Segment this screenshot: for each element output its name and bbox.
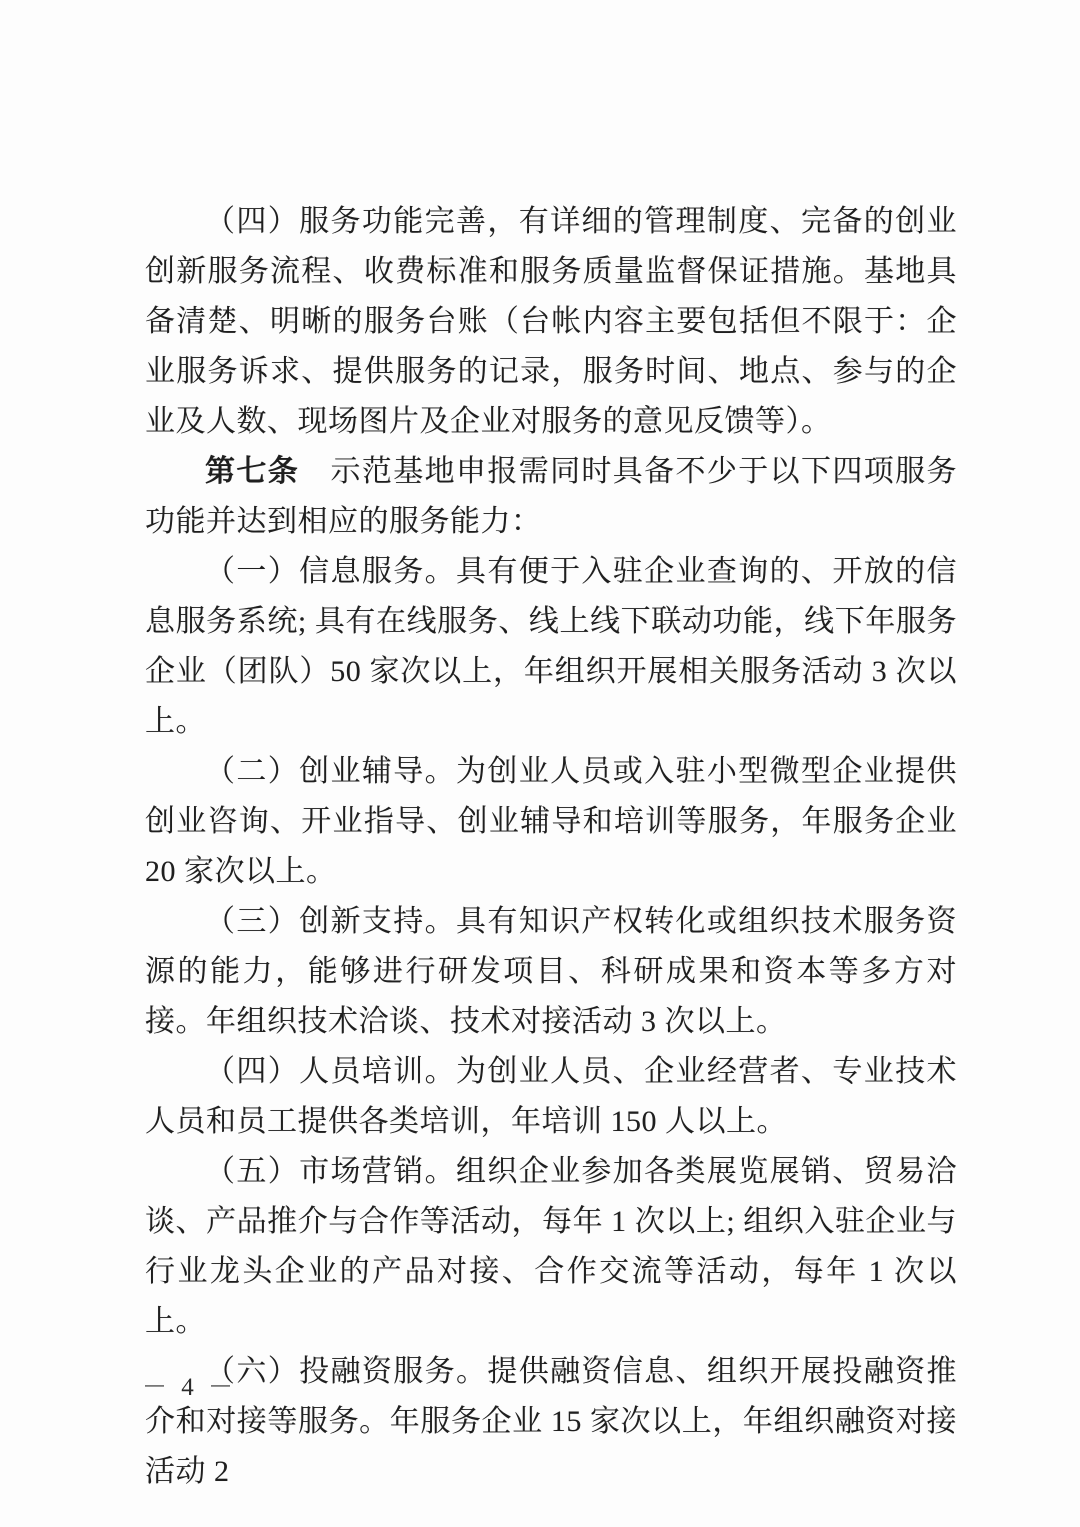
paragraph-article-7 bbox=[145, 447, 957, 547]
paragraph-clause-5-marketing: （五）市场营销。组织企业参加各类展览展销、贸易洽谈、产品推介与合作等活动，每年 1 次以上; 组织入驻企业与行业龙头企业的产品对接、合作交流等活动，每年 1 次以上。 bbox=[145, 1155, 957, 1338]
page-number: － 4 － bbox=[142, 1374, 238, 1401]
paragraph-clause-3-innovation-support: （三）创新支持。具有知识产权转化或组织技术服务资源的能力，能够进行研发项目、科研成果和资本等多方对接。年组织技术洽谈、技术对接活动 3 次以上。 bbox=[145, 905, 957, 1038]
paragraph-clause-2-startup-coaching: （二）创业辅导。为创业人员或入驻小型微型企业提供创业咨询、开业指导、创业辅导和培训等服务，年服务企业 20 家次以上。 bbox=[145, 755, 957, 888]
paragraph-clause-1-information-service: （一）信息服务。具有便于入驻企业查询的、开放的信息服务系统; 具有在线服务、线上线下联动功能，线下年服务企业（团队）50 家次以上，年组织开展相关服务活动 3 次以上。 bbox=[145, 555, 957, 738]
article-number: 第七条 bbox=[205, 455, 300, 488]
paragraph-service-functions: （四）服务功能完善，有详细的管理制度、完备的创业创新服务流程、收费标准和服务质量监督保证措施。基地具备清楚、明晰的服务台账（台帐内容主要包括但不限于：企业服务诉求、提供服务的记录，服务时间、地点、参与的企业及人数、现场图片及企业对服务的意见反馈等）。 bbox=[145, 205, 957, 438]
paragraph-clause-4-personnel-training: （四）人员培训。为创业人员、企业经营者、专业技术人员和员工提供各类培训，年培训 150 人以上。 bbox=[145, 1055, 957, 1138]
paragraph-clause-6-investment-financing: （六）投融资服务。提供融资信息、组织开展投融资推介和对接等服务。年服务企业 15 家次以上，年组织融资对接活动 2 bbox=[145, 1355, 957, 1488]
document-body bbox=[145, 197, 957, 1497]
article-7-text: 示范基地申报需同时具备不少于以下四项服务功能并达到相应的服务能力： bbox=[145, 455, 958, 538]
